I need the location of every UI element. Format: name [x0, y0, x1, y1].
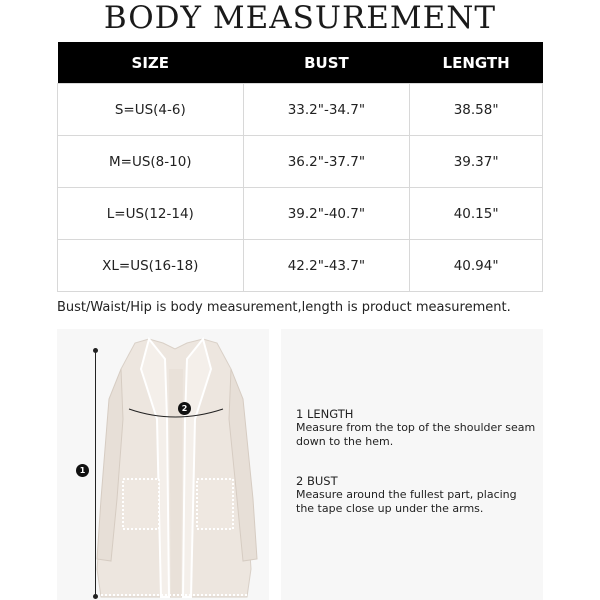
header-size: SIZE	[58, 42, 244, 84]
bust-cell: 39.2"-40.7"	[243, 188, 410, 240]
garment-panel	[57, 329, 269, 600]
measurement-note: Bust/Waist/Hip is body measurement,length is product measurement.	[57, 300, 511, 315]
size-cell: L=US(12-14)	[58, 188, 244, 240]
table-row	[58, 84, 543, 136]
length-cell: 40.15"	[410, 188, 543, 240]
header-length: LENGTH	[410, 42, 543, 84]
length-cell: 38.58"	[410, 84, 543, 136]
table-row	[58, 240, 543, 292]
length-line-bottom-dot	[93, 594, 98, 599]
size-cell: XL=US(16-18)	[58, 240, 244, 292]
length-measure-line	[95, 350, 96, 598]
length-guide-text: Measure from the top of the shoulder seam down to the hem.	[296, 421, 536, 448]
length-badge: 1	[76, 464, 89, 477]
bust-cell: 42.2"-43.7"	[243, 240, 410, 292]
measurement-guide-panel	[281, 329, 543, 600]
size-chart-table	[57, 42, 543, 292]
cardigan-pocket-left	[123, 479, 159, 529]
bust-guide-heading: 2 BUST	[296, 474, 338, 488]
bust-badge: 2	[178, 402, 191, 415]
size-cell: S=US(4-6)	[58, 84, 244, 136]
length-guide-heading: 1 LENGTH	[296, 407, 354, 421]
table-row	[58, 136, 543, 188]
length-line-top-dot	[93, 348, 98, 353]
table-row	[58, 188, 543, 240]
length-cell: 39.37"	[410, 136, 543, 188]
table-header-row	[58, 42, 543, 84]
bust-cell: 33.2"-34.7"	[243, 84, 410, 136]
bust-cell: 36.2"-37.7"	[243, 136, 410, 188]
cardigan-pocket-right	[197, 479, 233, 529]
cardigan-illustration	[57, 329, 269, 600]
bust-guide-text: Measure around the fullest part, placing the tape close up under the arms.	[296, 488, 517, 515]
size-cell: M=US(8-10)	[58, 136, 244, 188]
length-cell: 40.94"	[410, 240, 543, 292]
header-bust: BUST	[243, 42, 410, 84]
bust-guide	[296, 474, 536, 516]
page-title: BODY MEASUREMENT	[103, 0, 497, 36]
length-guide	[296, 407, 536, 449]
